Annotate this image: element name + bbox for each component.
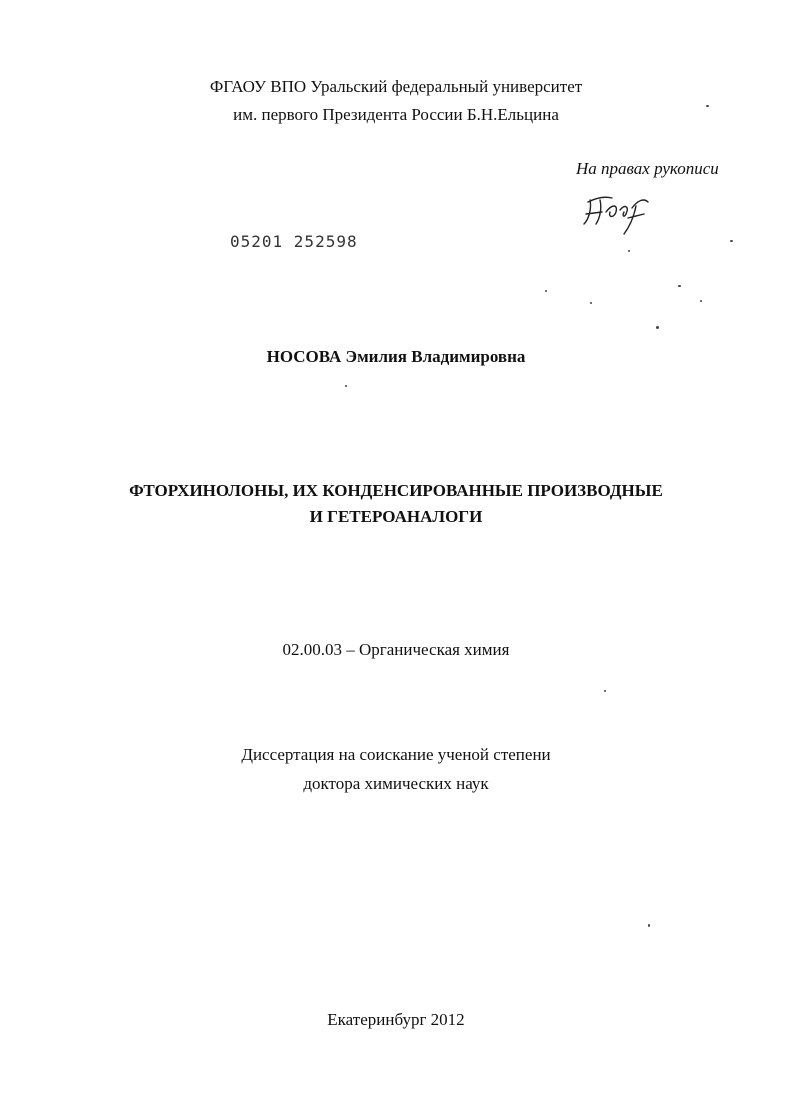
scan-speck	[678, 285, 681, 287]
scan-speck	[648, 924, 650, 927]
signature-icon	[582, 190, 662, 238]
author-name: НОСОВА Эмилия Владимировна	[266, 347, 526, 366]
title-line-1: ФТОРХИНОЛОНЫ, ИХ КОНДЕНСИРОВАННЫЕ ПРОИЗВОДНЫЕ	[129, 481, 663, 500]
manuscript-note: На правах рукописи	[576, 159, 719, 178]
city-year: Екатеринбург 2012	[327, 1010, 465, 1029]
scan-speck	[604, 690, 606, 692]
institution-line-1: ФГАОУ ВПО Уральский федеральный университет	[209, 77, 583, 96]
specialty: 02.00.03 – Органическая химия	[282, 640, 510, 659]
scan-speck	[656, 326, 659, 329]
scan-speck	[706, 105, 709, 107]
scan-speck	[628, 250, 630, 252]
title-line-2: И ГЕТЕРОАНАЛОГИ	[309, 507, 483, 526]
scan-speck	[700, 300, 702, 302]
scan-speck	[345, 385, 347, 387]
institution-line-2: им. первого Президента России Б.Н.Ельцина	[233, 105, 559, 124]
scan-speck	[730, 240, 733, 242]
scan-speck	[590, 302, 592, 304]
registration-stamp: 05201 252598	[230, 232, 358, 251]
degree-line-2: доктора химических наук	[303, 774, 489, 793]
degree-line-1: Диссертация на соискание ученой степени	[241, 745, 551, 764]
scan-speck	[545, 290, 547, 292]
